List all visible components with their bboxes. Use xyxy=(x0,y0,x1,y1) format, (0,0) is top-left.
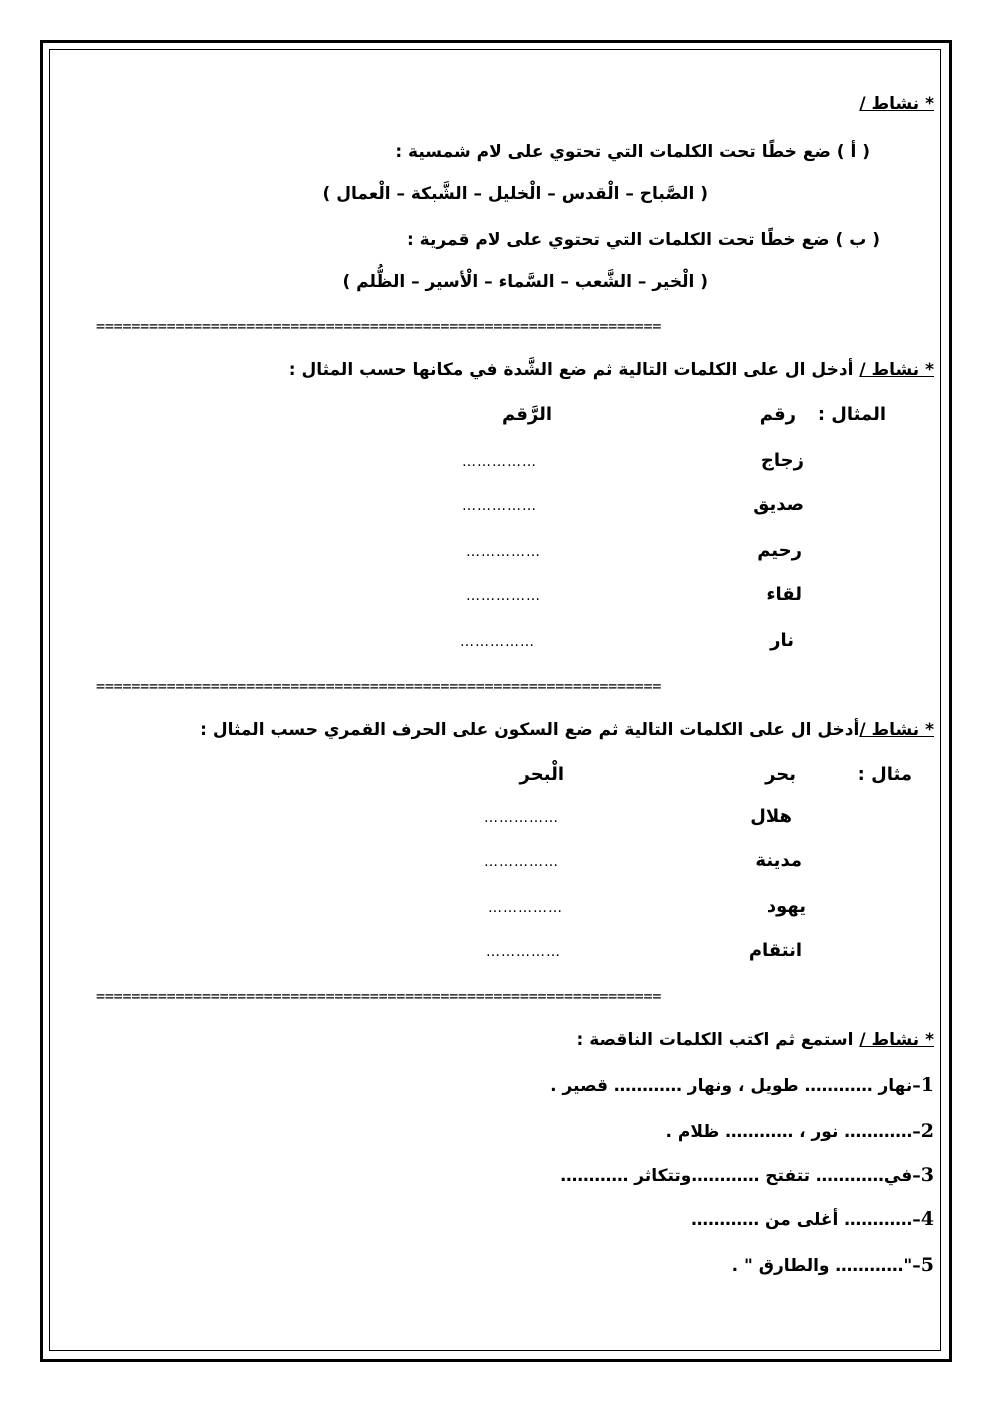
fill-in-line xyxy=(691,1208,934,1230)
line-text: –في………… تتفتح …………وتتكاثر ………… xyxy=(560,1166,921,1186)
activity2-blank: …………… xyxy=(462,498,537,514)
activity2-blank: …………… xyxy=(466,588,541,604)
line-number: 4 xyxy=(920,1208,934,1230)
activity2-word: صديق xyxy=(753,494,804,515)
fill-in-line xyxy=(550,1074,934,1096)
line-number: 5 xyxy=(920,1254,934,1276)
fill-in-line xyxy=(666,1120,934,1142)
fill-in-line xyxy=(560,1164,934,1186)
activity4-instruction: استمع ثم اكتب الكلمات الناقصة : xyxy=(576,1030,860,1050)
line-text: –………… أغلى من ………… xyxy=(691,1210,921,1230)
activity1-b-instruction: ( ب ) ضع خطًا تحت الكلمات التي تحتوي على لام قمرية : xyxy=(406,230,880,250)
activity2-instruction: أدخل ال على الكلمات التالية ثم ضع الشَّدة في مكانها حسب المثال : xyxy=(288,360,860,380)
activity3-example-label: مثال : xyxy=(857,764,912,785)
separator-line: ================================================================ xyxy=(96,990,662,1002)
activity2-word: زجاج xyxy=(760,450,804,471)
activity2-blank: …………… xyxy=(460,634,535,650)
activity2-example-word: رقم xyxy=(759,404,796,425)
fill-in-line xyxy=(732,1254,934,1276)
line-number: 3 xyxy=(920,1164,934,1186)
separator-line: ================================================================ xyxy=(96,680,662,692)
activity1-a-instruction: ( أ ) ضع خطًا تحت الكلمات التي تحتوي على لام شمسية : xyxy=(395,142,870,162)
activity3-blank: …………… xyxy=(488,900,563,916)
line-number: 1 xyxy=(920,1074,934,1096)
activity1-b-words: ( الْخير – الشَّعب – السَّماء – الْأسير – الظُّلم ) xyxy=(342,272,708,292)
activity2-word: رحيم xyxy=(757,540,802,561)
line-text: –………… نور ، ………… ظلام . xyxy=(665,1122,921,1142)
activity3-instruction: أدخل ال على الكلمات التالية ثم ضع السكون على الحرف القمري حسب المثال : xyxy=(200,720,860,740)
activity2-heading xyxy=(289,358,934,382)
activity3-example-word: بحر xyxy=(765,764,796,785)
activity2-word: لقاء xyxy=(766,584,802,605)
activity2-example-label: المثال : xyxy=(817,404,886,425)
activity1-title: * نشاط / xyxy=(859,94,934,114)
separator-line: ================================================================ xyxy=(96,320,662,332)
activity2-title: * نشاط / xyxy=(859,360,934,380)
activity3-word: هلال xyxy=(750,806,792,827)
line-text: –نهار ………… طويل ، ونهار ………… قصير . xyxy=(550,1076,921,1096)
line-text: –"………… والطارق " . xyxy=(731,1256,921,1276)
activity3-word: مدينة xyxy=(755,850,802,871)
activity4-heading xyxy=(577,1028,934,1052)
activity3-example-answer: الْبحر xyxy=(519,764,564,785)
activity3-word: يهود xyxy=(766,896,806,917)
line-number: 2 xyxy=(920,1120,934,1142)
activity3-blank: …………… xyxy=(484,810,559,826)
activity4-title: * نشاط / xyxy=(859,1030,934,1050)
activity2-blank: …………… xyxy=(466,544,541,560)
activity3-title: * نشاط / xyxy=(859,720,934,740)
activity2-word: نار xyxy=(770,630,794,651)
activity3-heading xyxy=(200,718,934,742)
activity3-word: انتقام xyxy=(748,940,802,961)
activity2-blank: …………… xyxy=(462,454,537,470)
activity3-blank: …………… xyxy=(484,854,559,870)
activity3-blank: …………… xyxy=(486,944,561,960)
activity1-a-words: ( الصَّباح – الْقدس – الْخليل – الشَّبكة – الْعمال ) xyxy=(322,184,708,204)
activity2-example-answer: الرَّقم xyxy=(501,404,552,425)
